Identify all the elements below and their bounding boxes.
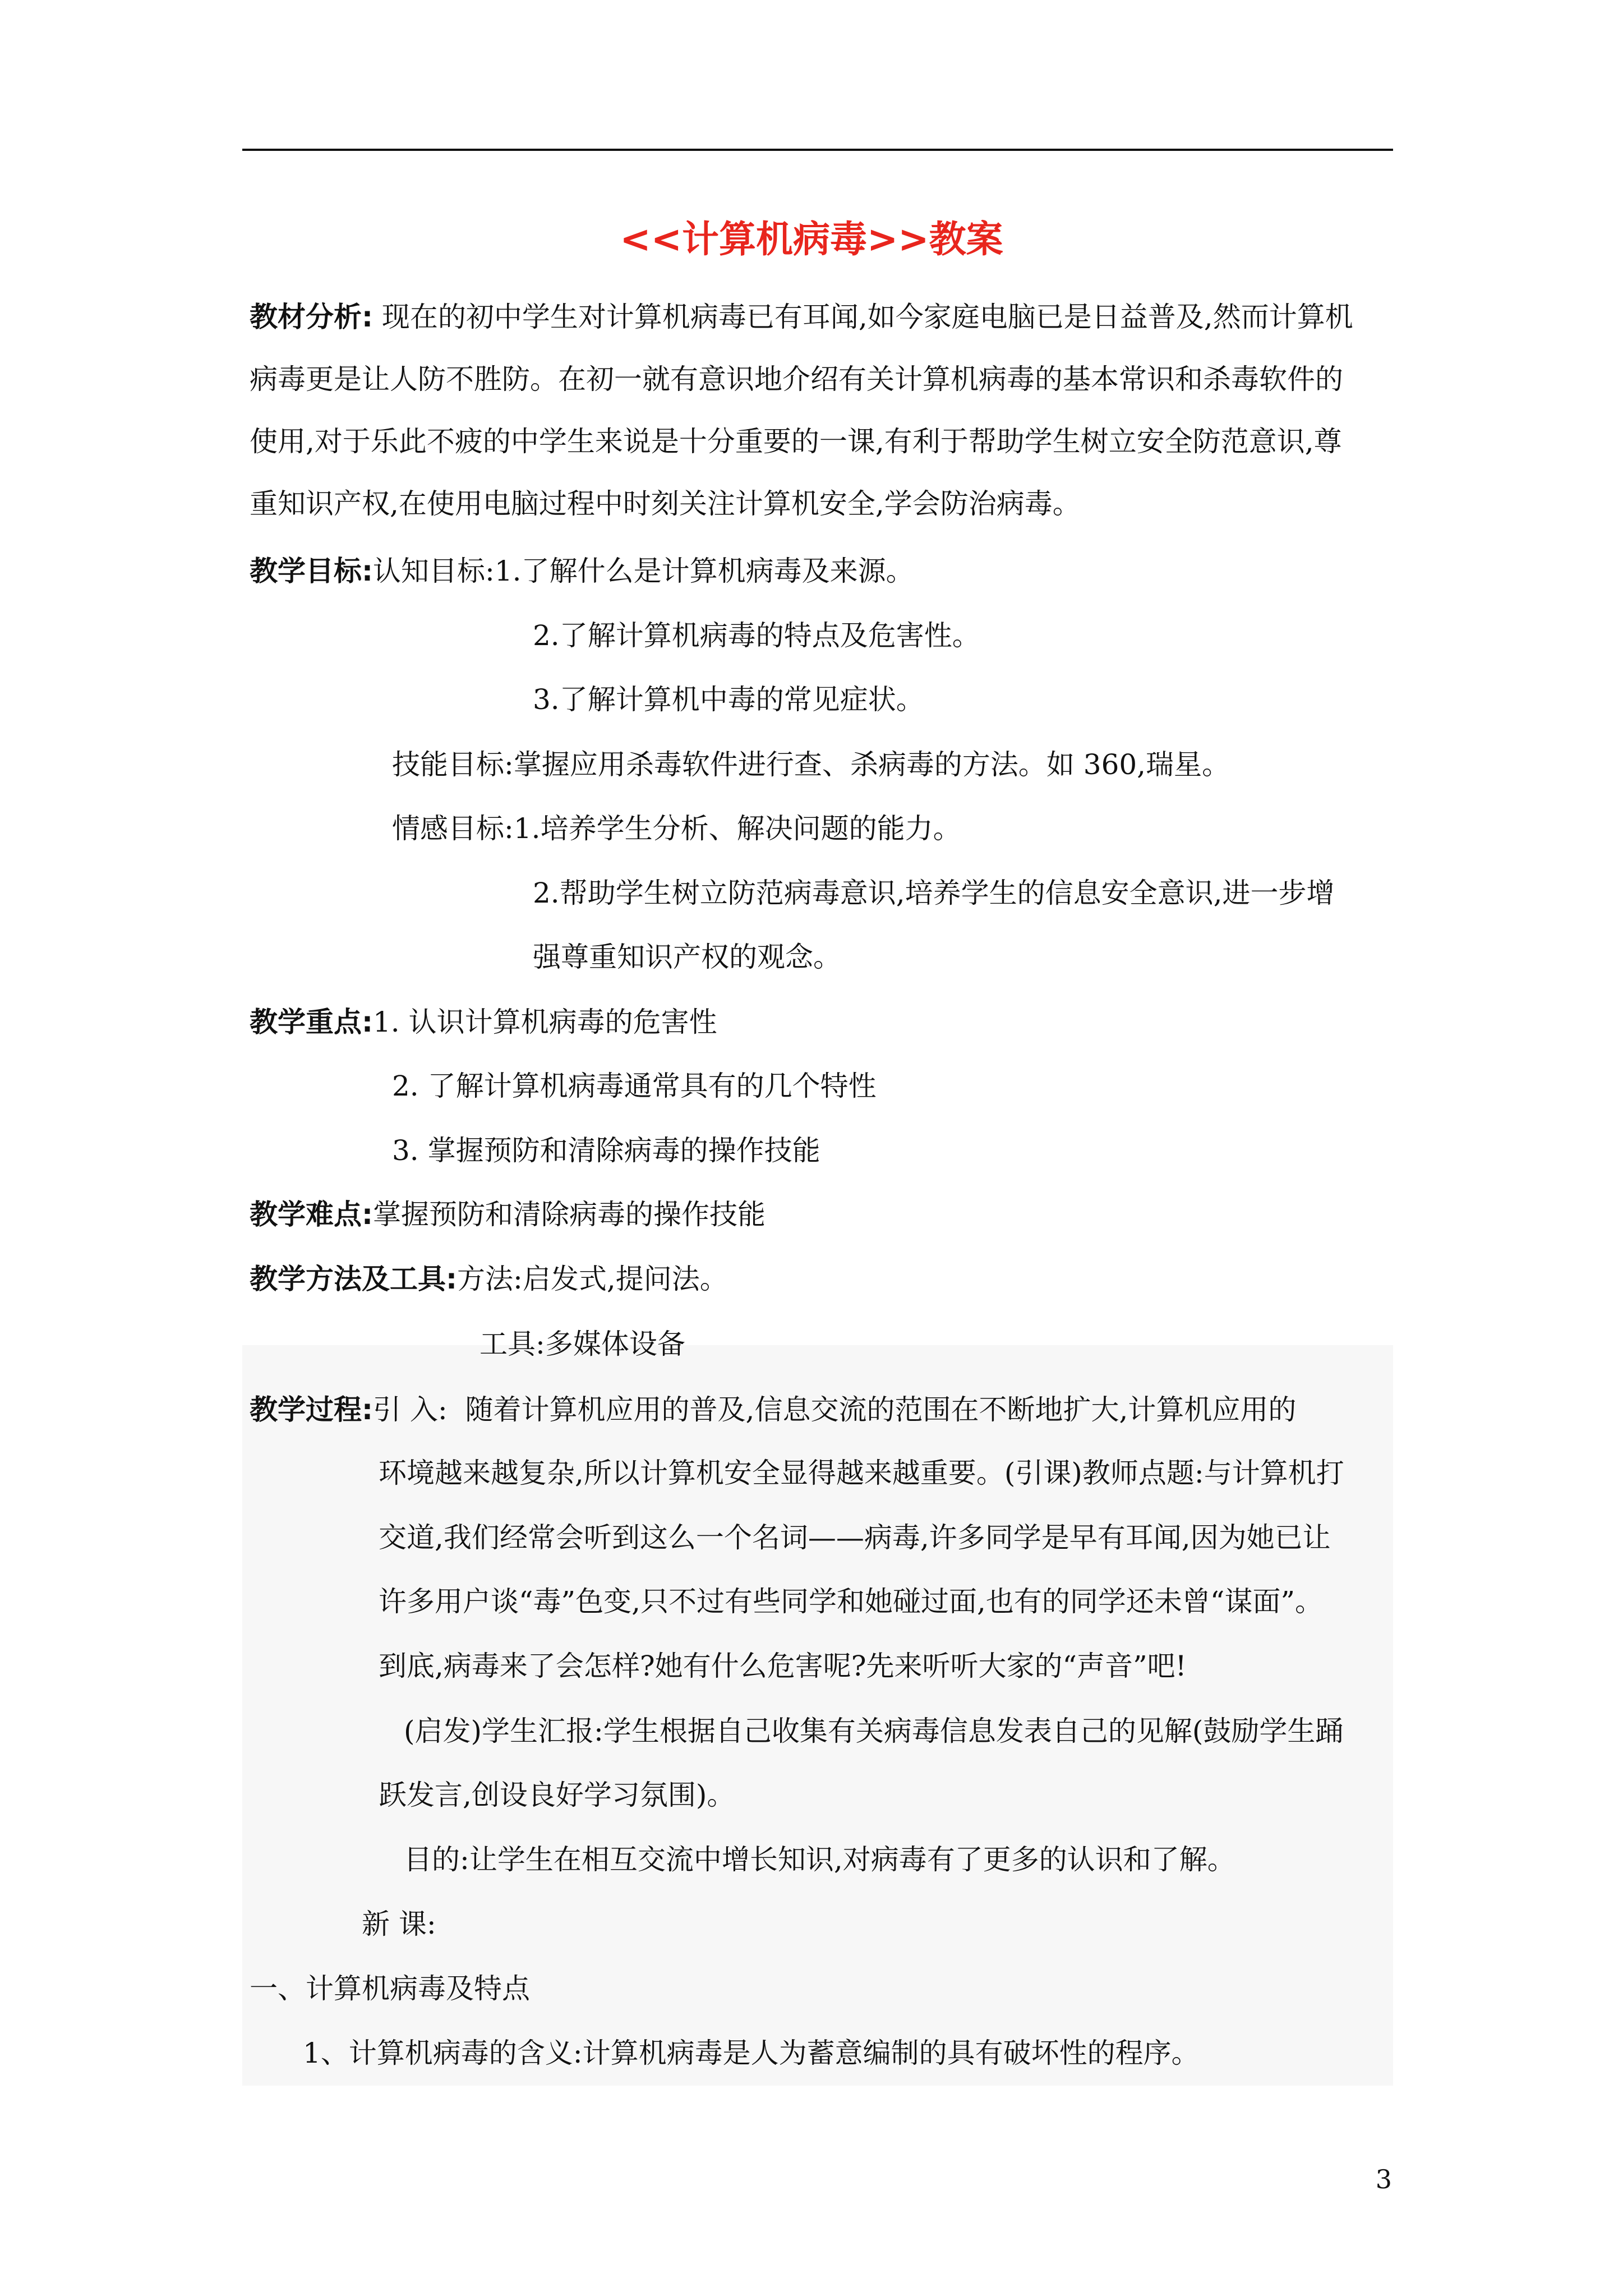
section-heading: 一、计算机病毒及特点: [250, 1972, 530, 2005]
material-line-1: 教材分析: 现在的初中学生对计算机病毒已有耳闻,如今家庭电脑已是日益普及,然而计算机: [250, 301, 1353, 333]
key-point-1: 教学重点:1. 认识计算机病毒的危害性: [250, 1006, 717, 1038]
emotion-objective-2: 2.帮助学生树立防范病毒意识,培养学生的信息安全意识,进一步增: [533, 877, 1335, 909]
methods-label: 教学方法及工具:: [250, 1263, 457, 1295]
material-line-3: 使用,对于乐此不疲的中学生来说是十分重要的一课,有利于帮助学生树立安全防范意识,尊: [250, 425, 1342, 458]
cognitive-item-3: 3.了解计算机中毒的常见症状。: [533, 683, 924, 716]
emotion-objective-3: 强尊重知识产权的观念。: [533, 941, 841, 973]
process-line-6: (启发)学生汇报:学生根据自己收集有关病毒信息发表自己的见解(鼓励学生踊: [404, 1715, 1344, 1747]
new-lesson-label: 新 课:: [362, 1908, 436, 1940]
key-point-2: 2. 了解计算机病毒通常具有的几个特性: [392, 1070, 877, 1102]
objectives-line-1: 教学目标:认知目标:1.了解什么是计算机病毒及来源。: [250, 555, 914, 587]
material-line-4: 重知识产权,在使用电脑过程中时刻关注计算机安全,学会防治病毒。: [250, 487, 1081, 520]
emotion-label: 情感目标:: [392, 812, 514, 845]
page-number: 3: [1375, 2164, 1392, 2194]
process-line-1: 教学过程:引 入: 随着计算机应用的普及,信息交流的范围在不断地扩大,计算机应用的: [250, 1393, 1297, 1426]
key-point-3: 3. 掌握预防和清除病毒的操作技能: [392, 1134, 820, 1167]
process-label: 教学过程:: [250, 1393, 373, 1426]
header-rule: [242, 149, 1393, 151]
cognitive-item-2: 2.了解计算机病毒的特点及危害性。: [533, 619, 980, 652]
difficulty-label: 教学难点:: [250, 1198, 373, 1231]
cognitive-label: 认知目标:: [373, 555, 495, 587]
process-line-3: 交道,我们经常会听到这么一个名词——病毒,许多同学是早有耳闻,因为她已让: [379, 1521, 1331, 1554]
methods: 教学方法及工具:方法:启发式,提问法。: [250, 1263, 728, 1295]
process-line-5: 到底,病毒来了会怎样?她有什么危害呢?先来听听大家的“声音”吧!: [379, 1650, 1187, 1682]
process-line-8: 目的:让学生在相互交流中增长知识,对病毒有了更多的认识和了解。: [404, 1843, 1235, 1876]
process-line-7: 跃发言,创设良好学习氛围)。: [379, 1779, 735, 1811]
process-line-2: 环境越来越复杂,所以计算机安全显得越来越重要。(引课)教师点题:与计算机打: [379, 1457, 1344, 1489]
emotion-objective-1: 情感目标:1.培养学生分析、解决问题的能力。: [392, 812, 961, 845]
material-line-2: 病毒更是让人防不胜防。在初一就有意识地介绍有关计算机病毒的基本常识和杀毒软件的: [250, 363, 1343, 395]
page-title: <<计算机病毒>>教案: [620, 218, 1003, 261]
difficulty: 教学难点:掌握预防和清除病毒的操作技能: [250, 1198, 766, 1231]
section-item-1: 1、计算机病毒的含义:计算机病毒是人为蓄意编制的具有破坏性的程序。: [303, 2037, 1200, 2069]
process-line-4: 许多用户谈“毒”色变,只不过有些同学和她碰过面,也有的同学还未曾“谋面”。: [379, 1585, 1324, 1618]
objectives-label: 教学目标:: [250, 555, 373, 587]
key-points-label: 教学重点:: [250, 1006, 373, 1038]
tools: 工具:多媒体设备: [479, 1328, 685, 1360]
skill-label: 技能目标:: [392, 748, 514, 781]
skill-objective: 技能目标:掌握应用杀毒软件进行查、杀病毒的方法。如 360,瑞星。: [392, 748, 1230, 781]
material-label: 教材分析:: [250, 301, 373, 333]
intro-label: 引 入:: [373, 1393, 448, 1426]
